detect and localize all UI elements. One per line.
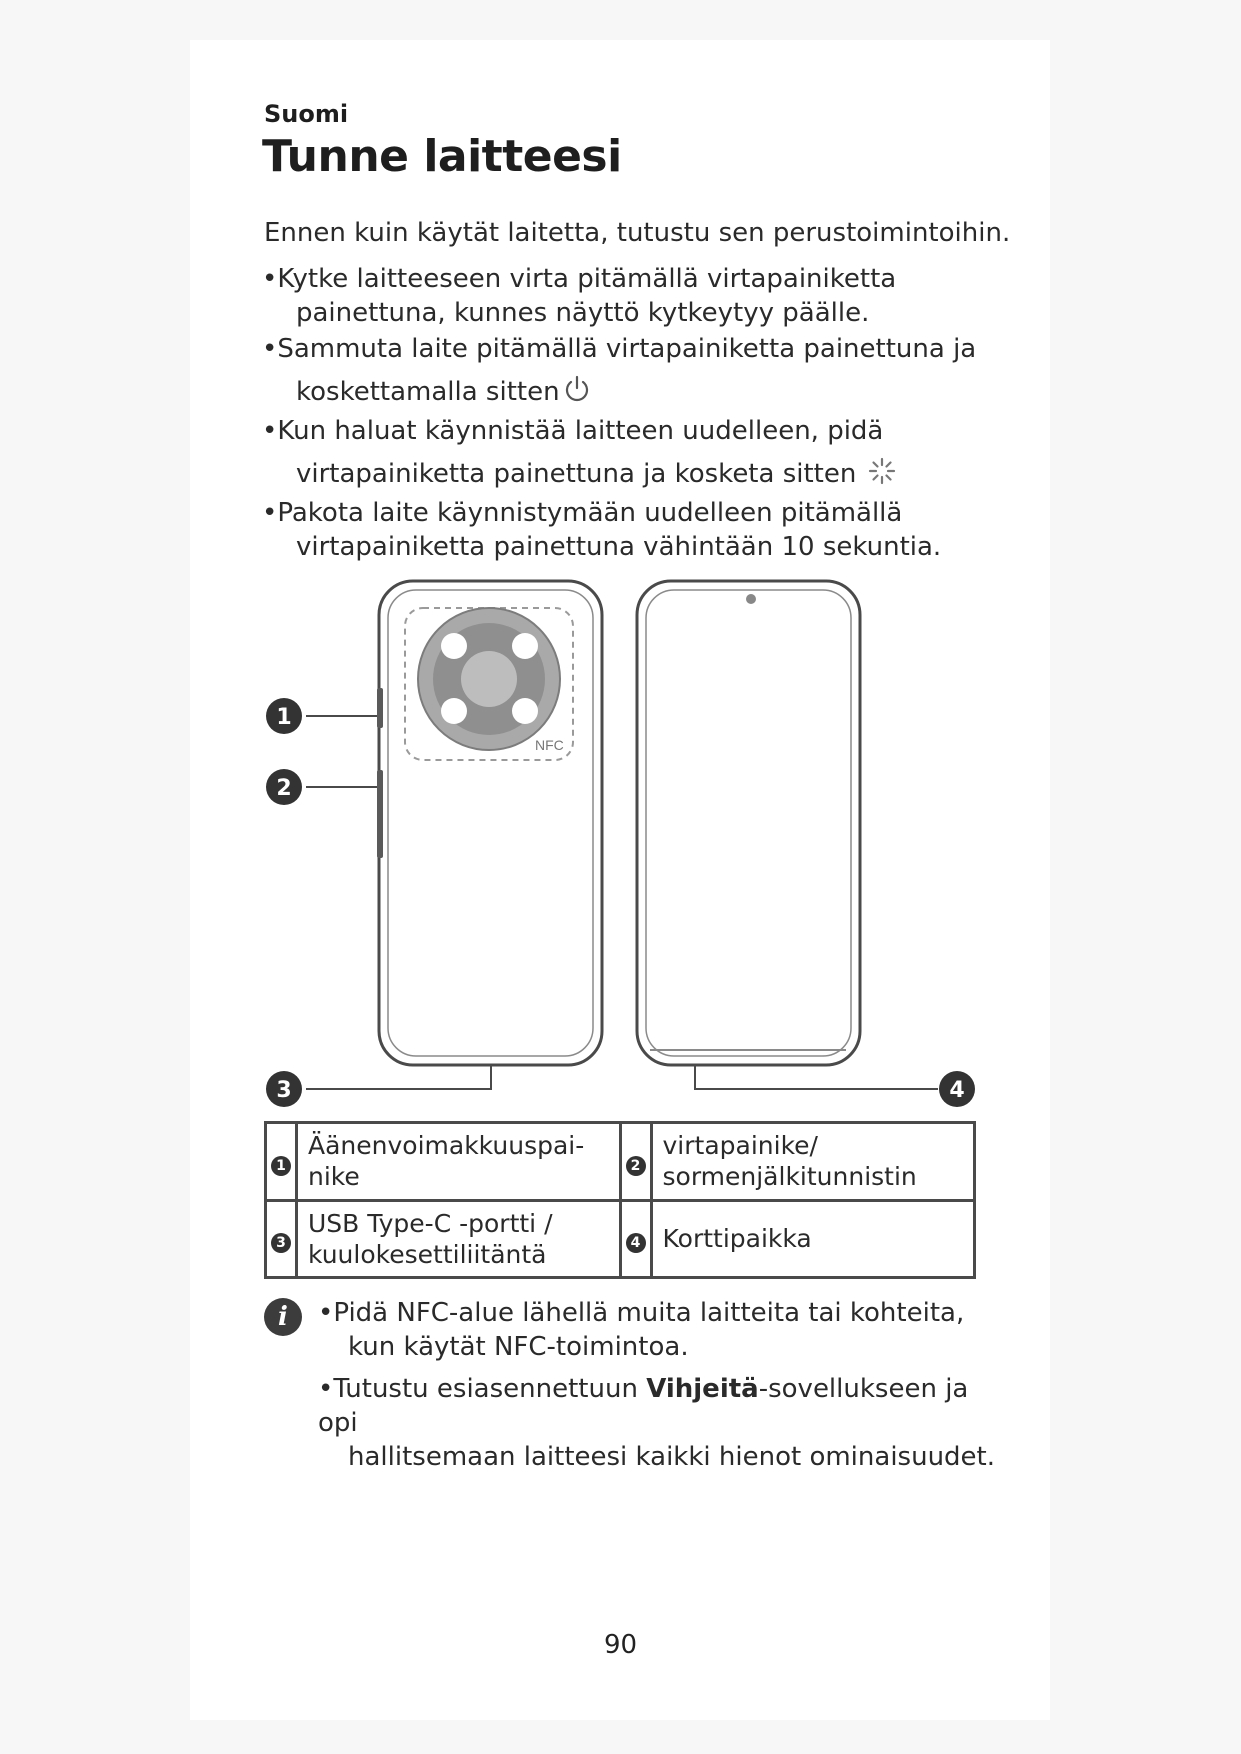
callout-badge [266, 769, 302, 805]
nfc-label: NFC [535, 737, 564, 753]
instruction-line: virtapainiketta painettuna ja kosketa sitten [296, 459, 857, 489]
instruction-line: painettuna, kunnes näyttö kytkeytyy päälle. [296, 298, 870, 328]
phone-front [637, 581, 860, 1065]
table-row [266, 1200, 975, 1278]
instruction-line: virtapainiketta painettuna vähintään 10 sekuntia. [296, 532, 942, 562]
legend-number: 3 [266, 1200, 297, 1278]
side-buttons [377, 688, 383, 858]
callout-badge [266, 1071, 302, 1107]
instruction-line: •Sammuta laite pitämällä virtapainiketta painettuna ja [262, 334, 977, 364]
camera-module [418, 608, 560, 750]
legend-number: 4 [620, 1200, 651, 1278]
language-label: Suomi [264, 100, 349, 128]
instruction-line: koskettamalla sitten [296, 377, 560, 407]
legend-label: virtapainike/ sormenjälkitunnistin [651, 1123, 975, 1201]
callout-badge [266, 698, 302, 734]
instruction-line: •Kun haluat käynnistää laitteen uudelleen, pidä [262, 416, 884, 446]
instruction-line: •Pakota laite käynnistymään uudelleen pitämällä [262, 498, 903, 528]
legend-label: USB Type-C -portti / kuulokesettiliitäntä [297, 1200, 621, 1278]
legend-label: Äänenvoimakkuuspai- nike [297, 1123, 621, 1201]
legend-label: Korttipaikka [651, 1200, 975, 1278]
callout-lines [306, 716, 938, 1089]
notes-list [318, 1296, 998, 1482]
note-item: •Tutustu esiasennettuun Vihjeitä-sovellukseen ja opi hallitsemaan laitteesi kaikki hienot ominaisuudet. [318, 1374, 996, 1472]
page-number: 90 [603, 1630, 638, 1660]
app-name: Vihjeitä [646, 1374, 759, 1404]
svg-text:2: 2 [276, 776, 292, 801]
svg-text:1: 1 [276, 705, 292, 730]
info-icon: i [264, 1298, 302, 1336]
page-title: Tunne laitteesi [262, 131, 622, 182]
note-item: •Pidä NFC-alue lähellä muita laitteita tai kohteita, kun käytät NFC-toimintoa. [318, 1298, 965, 1362]
svg-text:4: 4 [949, 1078, 965, 1103]
parts-legend-table [264, 1121, 976, 1279]
front-camera [746, 594, 756, 604]
table-row [266, 1123, 975, 1201]
intro-text: Ennen kuin käytät laitetta, tutustu sen perustoimintoihin. [264, 218, 1011, 248]
legend-number: 1 [266, 1123, 297, 1201]
legend-number: 2 [620, 1123, 651, 1201]
instruction-line: •Kytke laitteeseen virta pitämällä virtapainiketta [262, 264, 897, 294]
callout-badge [939, 1071, 975, 1107]
svg-text:3: 3 [276, 1078, 292, 1103]
